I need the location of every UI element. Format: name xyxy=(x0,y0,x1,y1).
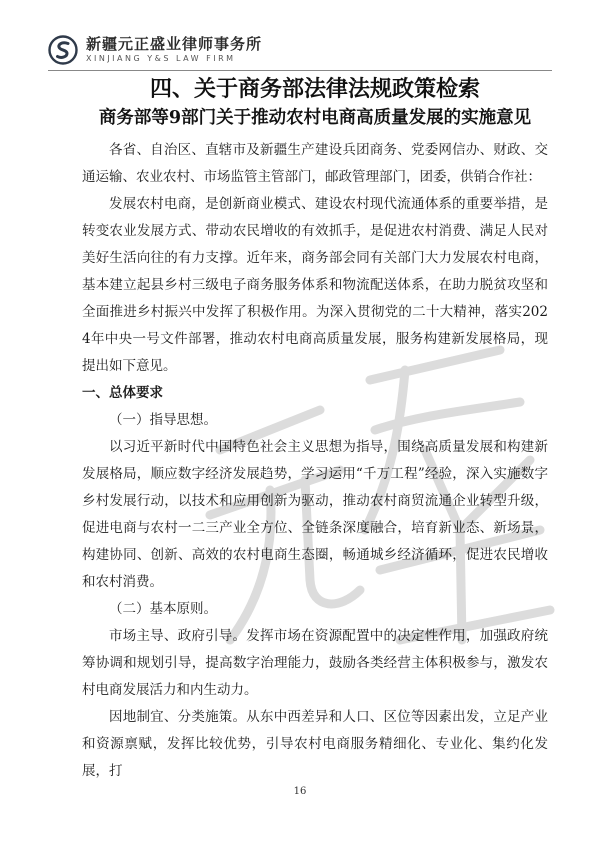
guiding-ideology-paragraph: 以习近平新时代中国特色社会主义思想为指导，围绕高质量发展和构建新发展格局，顺应数字经济发展趋势，学习运用“千万工程”经验，深入实施数字乡村发展行动，以技术和应用创新为驱动，推动农村商贸流通企业转型升级，促进电商与农村一二三产业全方位、全链条深度融合，培育新业态、新场景，构建协同、创新、高效的农村电商生态圈，畅通城乡经济循环，促进农民增收和农村消费。 xyxy=(82,439,548,590)
firm-logo-icon xyxy=(48,35,78,65)
page-number: 16 xyxy=(293,786,307,797)
intro-paragraph: 发展农村电商，是创新商业模式、建设农村现代流通体系的重要举措，是转变农业发展方式、带动农民增收的有效抓手，是促进农村消费、满足人民对美好生活向往的有力支撑。近年来，商务部会同有关部门大力发展农村电商，基本建立起县乡村三级电子商务服务体系和物流配送体系，在助力脱贫攻坚和全面推进乡村振兴中发挥了积极作用。为深入贯彻党的二十大精神，落实2024年中央一号文件部署，推动农村电商高质量发展，服务构建新发展格局，现提出如下意见。 xyxy=(82,196,548,374)
heading-general-requirements: 一、总体要求 xyxy=(82,385,163,401)
subheading-basic-principles: （二）基本原则。 xyxy=(109,601,217,617)
principle-market-paragraph: 市场主导、政府引导。发挥市场在资源配置中的决定性作用，加强政府统筹协调和规划引导，提高数字治理能力，鼓励各类经营主体积极参与，激发农村电商发展活力和内生动力。 xyxy=(82,628,548,698)
firm-name-cn: 新疆元正盛业律师事务所 xyxy=(86,34,263,53)
section-title: 四、关于商务部法律法规政策检索 xyxy=(149,76,480,102)
addressee-paragraph: 各省、自治区、直辖市及新疆生产建设兵团商务、党委网信办、财政、交通运输、农业农村、市场监管主管部门，邮政管理部门，团委，供销合作社： xyxy=(82,142,548,185)
firm-name xyxy=(86,36,262,65)
page-header xyxy=(48,32,262,68)
page-content xyxy=(82,74,548,785)
document-title: 商务部等9部门关于推动农村电商高质量发展的实施意见 xyxy=(98,108,532,128)
subheading-guiding-ideology: （一）指导思想。 xyxy=(109,412,217,428)
firm-name-en: XINJIANG Y&S LAW FIRM xyxy=(86,53,236,63)
header-divider xyxy=(48,70,552,71)
principle-local-paragraph: 因地制宜、分类施策。从东中西差异和人口、区位等因素出发，立足产业和资源禀赋，发挥比较优势，引导农村电商服务精细化、专业化、集约化发展，打 xyxy=(82,709,548,779)
